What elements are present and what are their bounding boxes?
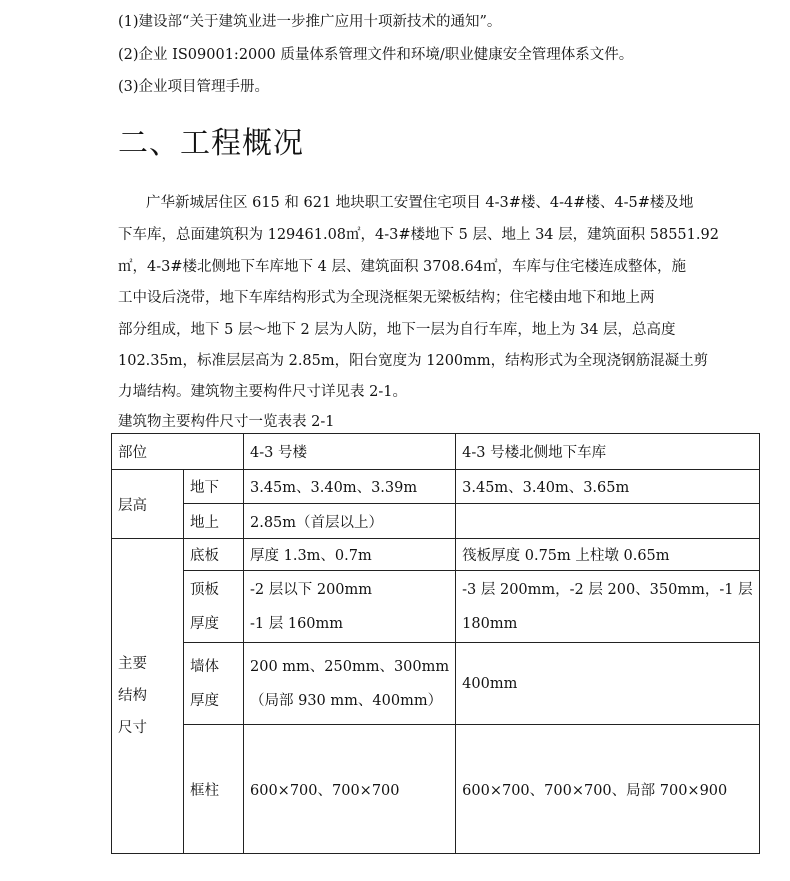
table-row: [112, 725, 760, 854]
table-row: [112, 539, 760, 571]
cell-line: 180mm: [462, 615, 518, 632]
cell-building-roof: [244, 571, 456, 643]
paragraph-line: 102.35m，标准层层高为 2.85m，阳台宽度为 1200mm，结构形式为全现浇钢筋混凝土剪: [118, 353, 709, 369]
header-part: 部位: [112, 434, 244, 470]
reference-item-3: (3)企业项目管理手册。: [118, 79, 270, 95]
label-line: 尺寸: [118, 720, 147, 736]
label-line: 结构: [118, 688, 147, 704]
paragraph-line: 下车库，总面建筑积为 129461.08㎡，4-3#楼地下 5 层、地上 34 层，建筑面积 58551.92: [118, 227, 719, 243]
cell-building-base: 厚度 1.3m、0.7m: [244, 539, 456, 571]
table-header-row: [112, 434, 760, 470]
cell-line: -1 层 160mm: [250, 615, 344, 632]
main-structure-label: [112, 539, 184, 854]
paragraph-line: ㎡，4-3#楼北侧地下车库地下 4 层、建筑面积 3708.64㎡，车库与住宅楼连成整体，施: [118, 259, 687, 275]
cell-garage-underground: 3.45m、3.40m、3.65m: [456, 470, 759, 504]
row-label-base: 底板: [184, 539, 244, 571]
cell-line: -2 层以下 200mm: [250, 581, 373, 598]
row-label-underground: 地下: [184, 470, 244, 504]
row-label-column: 框柱: [184, 725, 244, 854]
reference-item-1: (1)建设部“关于建筑业进一步推广应用十项新技术的通知”。: [118, 14, 502, 30]
cell-building-aboveground: 2.85m（首层以上）: [244, 504, 456, 539]
cell-line: -3 层 200mm，-2 层 200、350mm，-1 层: [462, 581, 753, 598]
cell-garage-base: 筏板厚度 0.75m 上柱墩 0.65m: [456, 539, 759, 571]
section-title: 二、工程概况: [118, 126, 304, 161]
row-label-wall: [184, 643, 244, 725]
cell-building-column: 600×700、700×700: [244, 725, 456, 854]
header-garage: 4-3 号楼北侧地下车库: [456, 434, 759, 470]
label-line: 厚度: [190, 692, 219, 709]
table-row: [112, 571, 760, 643]
cell-garage-aboveground: [456, 504, 759, 539]
cell-garage-column: 600×700、700×700、局部 700×900: [456, 725, 759, 854]
paragraph-line: 广华新城居住区 615 和 621 地块职工安置住宅项目 4-3#楼、4-4#楼、4-5#楼及地: [146, 195, 694, 211]
floor-height-label: 层高: [112, 470, 184, 539]
cell-line: （局部 930 mm、400mm）: [250, 692, 443, 709]
cell-building-wall: [244, 643, 456, 725]
component-size-table: [111, 433, 760, 854]
table-row: [112, 470, 760, 504]
cell-building-underground: 3.45m、3.40m、3.39m: [244, 470, 456, 504]
table-caption: 建筑物主要构件尺寸一览表表 2-1: [118, 414, 335, 430]
label-line: 墙体: [190, 658, 219, 675]
row-label-aboveground: 地上: [184, 504, 244, 539]
row-label-roof: [184, 571, 244, 643]
paragraph-line: 力墙结构。建筑物主要构件尺寸详见表 2-1。: [118, 384, 407, 400]
reference-item-2: (2)企业 IS09001:2000 质量体系管理文件和环境/职业健康安全管理体系文件。: [118, 47, 634, 63]
cell-garage-wall: 400mm: [456, 643, 759, 725]
header-building: 4-3 号楼: [244, 434, 456, 470]
paragraph-line: 工中设后浇带，地下车库结构形式为全现浇框架无梁板结构；住宅楼由地下和地上两: [118, 290, 655, 306]
table-row: [112, 504, 760, 539]
cell-line: 200 mm、250mm、300mm: [250, 658, 450, 675]
label-line: 主要: [118, 656, 147, 672]
paragraph-line: 部分组成，地下 5 层～地下 2 层为人防，地下一层为自行车库，地上为 34 层，总高度: [118, 322, 676, 338]
table-row: [112, 643, 760, 725]
label-line: 厚度: [190, 615, 219, 632]
cell-garage-roof: [456, 571, 759, 643]
label-line: 顶板: [190, 581, 219, 598]
